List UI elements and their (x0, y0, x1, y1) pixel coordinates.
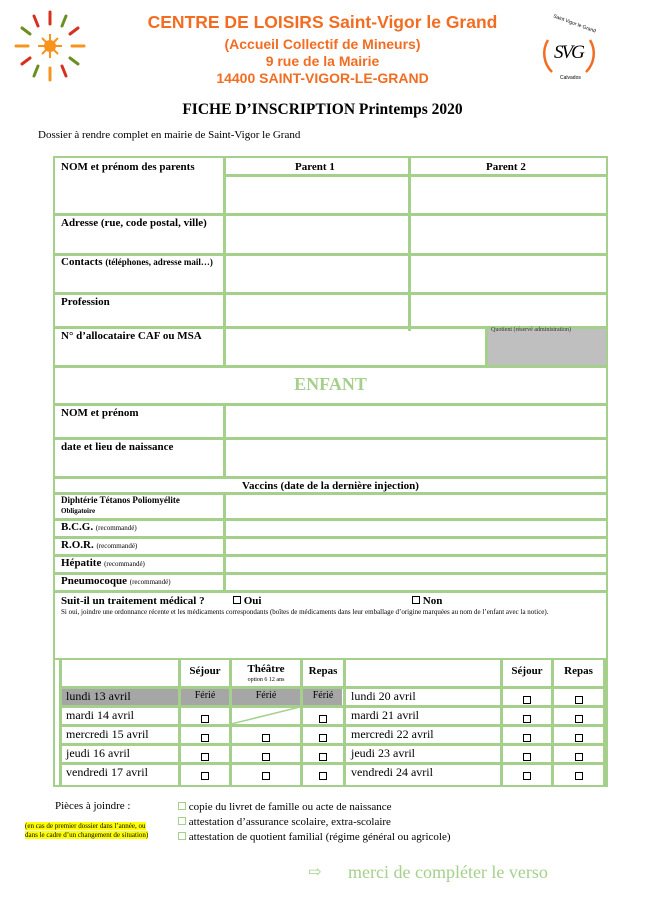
parent1-name-field[interactable] (226, 177, 408, 213)
sejour-checkbox-cell[interactable] (503, 729, 551, 747)
attachments-list (178, 800, 451, 845)
parent1-address-field[interactable] (226, 216, 408, 253)
treatment-no-checkbox[interactable] (412, 596, 420, 604)
day-label: vendredi 17 avril (66, 765, 148, 779)
day-label: jeudi 23 avril (351, 746, 415, 760)
holiday-sejour: Férié (194, 690, 216, 701)
profession-label: Profession (61, 296, 110, 308)
attachment-label: copie du livret de famille ou acte de naissance (188, 801, 392, 813)
repas-checkbox-cell[interactable] (554, 710, 603, 728)
address-label: Adresse (rue, code postal, ville) (61, 217, 207, 229)
vaccine-hepatite-name: Hépatite (61, 557, 102, 569)
sejour-checkbox-cell[interactable] (181, 748, 229, 766)
vaccine-hepatite (61, 556, 145, 572)
attachment-item[interactable] (178, 815, 451, 830)
repas-checkbox-cell[interactable] (303, 748, 343, 766)
vaccine-pneumocoque-name: Pneumocoque (61, 575, 127, 587)
org-street: 9 rue de la Mairie (265, 53, 380, 69)
treatment-question: Suit-il un traitement médical ? (61, 595, 205, 607)
vaccine-ror (61, 538, 137, 554)
repas-checkbox-cell[interactable] (303, 710, 343, 728)
child-birth-label: date et lieu de naissance (61, 441, 174, 453)
seal-initials: SVG (554, 42, 583, 63)
repas-checkbox[interactable] (575, 772, 583, 780)
day-label: mercredi 22 avril (351, 727, 434, 741)
sejour-checkbox[interactable] (201, 715, 209, 723)
sejour-checkbox-cell[interactable] (503, 748, 551, 766)
attachment-label: attestation d’assurance scolaire, extra-scolaire (188, 816, 391, 828)
vaccine-ror-name: R.O.R. (61, 539, 94, 551)
seal-ring-bottom: Calvados (560, 75, 581, 81)
footer-verso-note: merci de compléter le verso (348, 862, 548, 882)
quotient-admin-cell (488, 329, 606, 365)
parent1-header: Parent 1 (295, 161, 335, 173)
sejour-checkbox-cell[interactable] (181, 767, 229, 785)
theatre-checkbox[interactable] (262, 772, 270, 780)
treatment-no-option[interactable] (412, 594, 442, 609)
vaccine-hepatite-field[interactable] (226, 557, 606, 572)
holiday-repas: Férié (312, 690, 334, 701)
attachments-note-text: (en cas de premier dossier dans l’année, ou dans le cadre d’un changement de situation) (25, 822, 149, 839)
org-name: CENTRE DE LOISIRS Saint-Vigor le Grand (147, 12, 498, 32)
sejour-checkbox-cell[interactable] (181, 729, 229, 747)
col-repas-w2: Repas (564, 665, 593, 677)
parents-name-label: NOM et prénom des parents (61, 161, 195, 173)
vaccine-dtp (61, 495, 180, 516)
repas-checkbox-cell[interactable] (303, 767, 343, 785)
repas-checkbox-cell[interactable] (554, 767, 603, 785)
quotient-label: Quotient (réservé administration) (491, 327, 571, 333)
seal-ring-top: Saint Vigor le Grand (552, 13, 597, 35)
vaccine-ror-field[interactable] (226, 539, 606, 554)
sejour-checkbox-cell[interactable] (503, 710, 551, 728)
vaccine-ror-note: (recommandé) (96, 542, 138, 550)
day-label: lundi 13 avril (66, 689, 131, 703)
treatment-note: Si oui, joindre une ordonnance récente et les médicaments correspondants (boîtes de médicaments dans leur emballage d’origine marquées au nom de l’enfant avec la notice). (61, 608, 549, 616)
repas-checkbox-cell[interactable] (554, 691, 603, 709)
sejour-checkbox[interactable] (201, 753, 209, 761)
sejour-checkbox-cell[interactable] (503, 767, 551, 785)
day-label: mercredi 15 avril (66, 727, 149, 741)
repas-checkbox[interactable] (319, 734, 327, 742)
theatre-checkbox-cell[interactable] (232, 748, 300, 766)
vaccine-pneumocoque-field[interactable] (226, 575, 606, 590)
theatre-checkbox-cell[interactable] (232, 767, 300, 785)
vaccine-bcg-note: (recommandé) (95, 524, 137, 532)
treatment-yes-label: Oui (243, 595, 262, 607)
attachment-checkbox[interactable] (178, 802, 186, 810)
col-theatre: Théâtre (247, 663, 285, 675)
attachments-label: Pièces à joindre : (55, 800, 131, 812)
day-label: vendredi 24 avril (351, 765, 433, 779)
theatre-checkbox-cell[interactable] (232, 729, 300, 747)
repas-checkbox[interactable] (575, 715, 583, 723)
form-subtitle: Dossier à rendre complet en mairie de Saint-Vigor le Grand (38, 129, 301, 141)
col-sejour-w1: Séjour (189, 665, 221, 677)
vaccine-hepatite-note: (recommandé) (104, 560, 145, 568)
attachment-item[interactable] (178, 830, 451, 845)
caf-label: N° d’allocataire CAF ou MSA (61, 330, 202, 342)
repas-checkbox-cell[interactable] (303, 729, 343, 747)
child-section-title: ENFANT (294, 374, 367, 394)
arrow-right-icon: ⇨ (308, 862, 322, 881)
day-label: jeudi 16 avril (66, 746, 130, 760)
treatment-no-label: Non (422, 595, 443, 607)
sejour-checkbox[interactable] (201, 734, 209, 742)
form-title: FICHE D’INSCRIPTION Printemps 2020 (182, 101, 463, 118)
sejour-checkbox-cell[interactable] (181, 710, 229, 728)
treatment-yes-option[interactable] (233, 594, 261, 609)
repas-checkbox[interactable] (319, 753, 327, 761)
attachment-item[interactable] (178, 800, 451, 815)
repas-checkbox[interactable] (319, 715, 327, 723)
vaccine-dtp-name: Diphtérie Tétanos Poliomyélite (61, 495, 180, 505)
repas-checkbox[interactable] (575, 734, 583, 742)
vaccines-title: Vaccins (date de la dernière injection) (242, 480, 419, 492)
attachments-note (25, 822, 160, 840)
sejour-checkbox[interactable] (523, 772, 531, 780)
vaccine-pneumocoque-note: (recommandé) (129, 578, 171, 586)
child-birth-field[interactable] (226, 440, 606, 476)
sejour-checkbox[interactable] (523, 753, 531, 761)
theatre-checkbox[interactable] (262, 753, 270, 761)
col-theatre-note: option 6 12 ans (247, 677, 285, 683)
parent2-contacts-field[interactable] (411, 256, 606, 292)
col-repas-w1: Repas (308, 665, 338, 677)
treatment-yes-checkbox[interactable] (233, 596, 241, 604)
vaccine-bcg-field[interactable] (226, 521, 606, 536)
parent2-name-field[interactable] (411, 177, 606, 213)
vaccine-dtp-note: Obligatoire (61, 507, 96, 515)
contacts-label (61, 256, 223, 269)
day-label: mardi 21 avril (351, 708, 419, 722)
attachment-label: attestation de quotient familial (régime général ou agricole) (188, 831, 451, 843)
repas-checkbox[interactable] (575, 753, 583, 761)
day-label: mardi 14 avril (66, 708, 134, 722)
repas-checkbox-cell[interactable] (554, 729, 603, 747)
repas-checkbox-cell[interactable] (554, 748, 603, 766)
theatre-na-diagonal (231, 707, 300, 724)
parent2-profession-field[interactable] (411, 295, 606, 326)
parent2-address-field[interactable] (411, 216, 606, 253)
sejour-checkbox-cell[interactable] (503, 691, 551, 709)
sejour-checkbox[interactable] (523, 734, 531, 742)
repas-checkbox[interactable] (319, 772, 327, 780)
caf-number-field[interactable] (226, 329, 485, 365)
child-name-label: NOM et prénom (61, 407, 139, 419)
parent1-profession-field[interactable] (226, 295, 408, 326)
sejour-checkbox[interactable] (523, 715, 531, 723)
parent2-header: Parent 2 (486, 161, 526, 173)
contacts-note: (téléphones, adresse mail…) (105, 257, 213, 267)
org-city: 14400 SAINT-VIGOR-LE-GRAND (216, 70, 429, 86)
vaccine-bcg (61, 520, 137, 536)
repas-checkbox[interactable] (575, 696, 583, 704)
org-type: (Accueil Collectif de Mineurs) (224, 36, 421, 52)
vaccine-bcg-name: B.C.G. (61, 521, 94, 533)
attachment-checkbox[interactable] (178, 832, 186, 840)
child-name-field[interactable] (226, 406, 606, 437)
contacts-label-text: Contacts (61, 256, 103, 268)
attachment-checkbox[interactable] (178, 817, 186, 825)
col-sejour-w2: Séjour (511, 665, 543, 677)
parent1-contacts-field[interactable] (226, 256, 408, 292)
holiday-theatre: Férié (255, 690, 277, 701)
theatre-checkbox[interactable] (262, 734, 270, 742)
sejour-checkbox[interactable] (523, 696, 531, 704)
sejour-checkbox[interactable] (201, 772, 209, 780)
day-label: lundi 20 avril (351, 689, 416, 703)
vaccine-pneumocoque (61, 574, 171, 590)
vaccine-dtp-field[interactable] (226, 495, 606, 518)
town-seal-logo (538, 13, 600, 84)
